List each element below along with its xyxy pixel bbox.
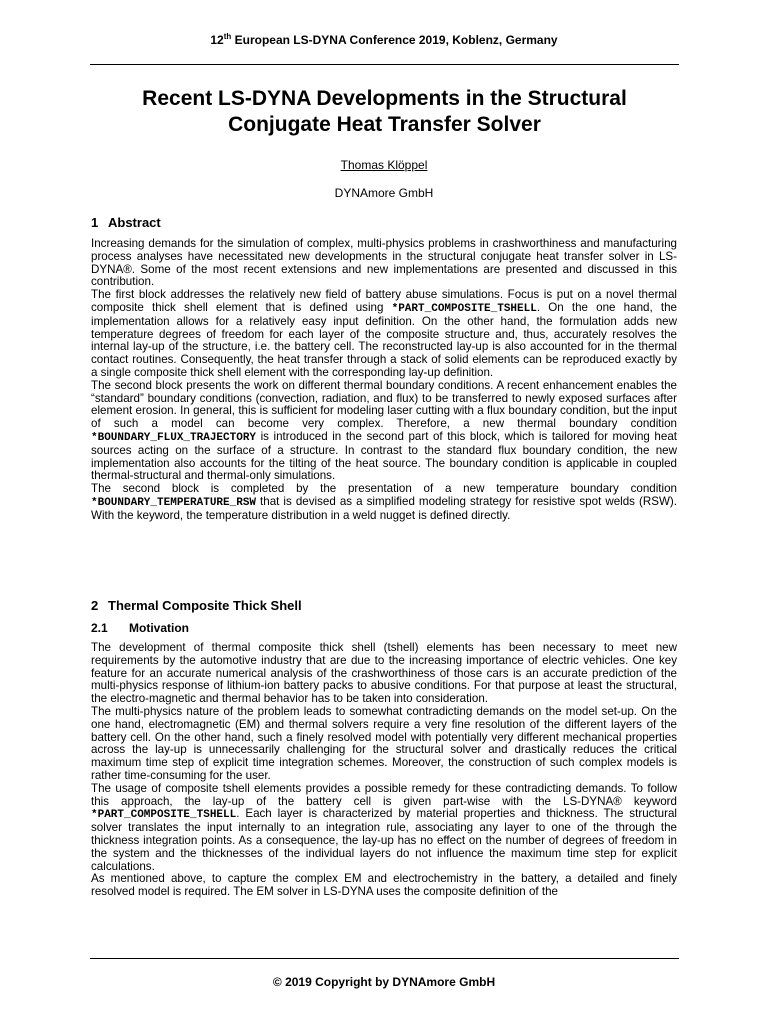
title-line-1: Recent LS-DYNA Developments in the Structural bbox=[142, 87, 627, 110]
motivation-paragraph-2: The multi-physics nature of the problem leads to somewhat contradicting demands on the model set-up. On the one hand, electromagnetic (EM) and thermal solvers require a very fine resolution of the different layers of the battery cell. On the other hand, such a finely resolved model with potentially very different mechanical properties across the lay-up is unnecessarily challenging for the structural solver and drastically reduces the critical maximum time step of explicit time integration schemes. Moreover, the construction of such complex models is rather time-consuming for the user. bbox=[91, 704, 677, 782]
keyword-boundary-temperature-rsw: *BOUNDARY_TEMPERATURE_RSW bbox=[91, 496, 257, 509]
motivation-paragraph-1: The development of thermal composite thick shell (tshell) elements has been necessary to meet new requirements by the automotive industry that are due to the increasing importance of electric vehicles. One key feature for an accurate numerical analysis of the crashworthiness of those cars is an accurate prediction of the multi-physics response of lithium-ion battery packs to abusive conditions. For that purpose at least the structural, the electro-magnetic and thermal behavior has to be taken into consideration. bbox=[91, 641, 677, 706]
header-ordinal: 12 bbox=[210, 33, 224, 47]
subsection-2-1-title: Motivation bbox=[129, 621, 189, 635]
keyword-part-composite-tshell-2: *PART_COMPOSITE_TSHELL bbox=[91, 809, 237, 822]
subsection-2-1-heading bbox=[91, 621, 189, 635]
keyword-part-composite-tshell: *PART_COMPOSITE_TSHELL bbox=[391, 302, 537, 315]
abstract-p4-text-a: The second block is completed by the presentation of a new temperature boundary condition bbox=[91, 482, 677, 496]
abstract-paragraph-3 bbox=[91, 380, 677, 483]
title-line-2: Conjugate Heat Transfer Solver bbox=[228, 113, 541, 136]
section-1-title: Abstract bbox=[108, 215, 161, 230]
paper-title bbox=[90, 86, 679, 138]
author-name: Thomas Klöppel bbox=[340, 158, 428, 172]
footer-rule bbox=[90, 958, 679, 959]
motivation-paragraph-4: As mentioned above, to capture the complex EM and electrochemistry in the battery, a detailed and finely resolved model is required. The EM solver in LS-DYNA uses the composite definition of the bbox=[91, 872, 677, 899]
header-text: European LS-DYNA Conference 2019, Koblenz, Germany bbox=[231, 33, 558, 47]
abstract-p4-text-b: that is devised as a simplified modeling strategy for resistive spot welds (RSW). With the keyword, the temperature distribution in a weld nugget is defined directly. bbox=[91, 494, 677, 522]
section-2-title: Thermal Composite Thick Shell bbox=[108, 598, 302, 613]
copyright-footer: © 2019 Copyright by DYNAmore GmbH bbox=[272, 975, 496, 989]
abstract-paragraph-1: Increasing demands for the simulation of complex, multi-physics problems in crashworthiness and manufacturing process analyses have necessitated new developments in the structural conjugate heat transfer solver in LS-DYNA®. Some of the most recent extensions and new implementations are presented and discussed in this contribution. bbox=[91, 237, 677, 289]
section-2-heading bbox=[91, 598, 302, 613]
section-1-heading bbox=[91, 215, 161, 230]
abstract-p3-text-a: The second block presents the work on different thermal boundary conditions. A recent enhancement enables the “standard” boundary conditions (convection, radiation, and flux) to be transferred to newly exposed surfaces after element erosion. In general, this is sufficient for modeling laser cutting with a flux boundary condition, but the input of such a model can become very complex. Therefore, a new thermal boundary condition bbox=[91, 378, 677, 431]
header-rule bbox=[90, 64, 679, 65]
section-2-number: 2 bbox=[91, 598, 99, 613]
section-1-number: 1 bbox=[91, 215, 99, 230]
motivation-p3-text-b: . Each layer is characterized by material properties and thickness. The structural solver translates the input internally to an integration rule, associating any layer to one of the through the thickness integration points. As a consequence, the lay-up has no effect on the number of degrees of freedom in the system and the thicknesses of the individual layers do not influence the maximum time step for explicit calculations. bbox=[91, 807, 677, 873]
affiliation: DYNAmore GmbH bbox=[334, 186, 434, 200]
header-ordinal-suffix: th bbox=[223, 32, 232, 41]
abstract-paragraph-2 bbox=[91, 289, 677, 380]
abstract-body bbox=[91, 238, 677, 523]
motivation-paragraph-3 bbox=[91, 783, 677, 874]
motivation-body bbox=[91, 642, 677, 899]
abstract-p3-text-b: is introduced in the second part of this block, which is tailored for moving heat sources acting on the surface of a structure. In contrast to the standard flux boundary condition, the new implementation also accounts for the tilting of the heat source. The boundary condition is applicable in coupled thermal-structural and thermal-only simulations. bbox=[91, 429, 677, 483]
subsection-2-1-number: 2.1 bbox=[91, 621, 108, 635]
abstract-p2-text-a: The first block addresses the relatively new field of battery abuse simulations. Focus is put on a novel thermal composite thick shell element that is defined using bbox=[91, 288, 677, 314]
keyword-boundary-flux-trajectory: *BOUNDARY_FLUX_TRAJECTORY bbox=[91, 431, 257, 444]
motivation-p3-text-a: The usage of composite tshell elements provides a possible remedy for these contradicting demands. To follow this approach, the lay-up of the battery cell is given part-wise with the LS-DYNA® keyword bbox=[91, 781, 677, 808]
author-line bbox=[0, 158, 768, 172]
abstract-paragraph-4 bbox=[91, 483, 677, 522]
abstract-p2-text-b: . On the one hand, the implementation allows for a relatively easy input definition. On the other hand, the formulation adds new temperature degrees of freedom for each layer of the composite structure and, thus, accurately resolves the internal lay-up of the structure, i.e. the battery cell. The reconstructed lay-up is also accounted for in the thermal contact routines. Consequently, the heat transfer through a stack of solid elements can be reproduced exactly by a single composite thick shell element with the corresponding lay-up definition. bbox=[91, 300, 677, 379]
running-header bbox=[0, 32, 768, 47]
